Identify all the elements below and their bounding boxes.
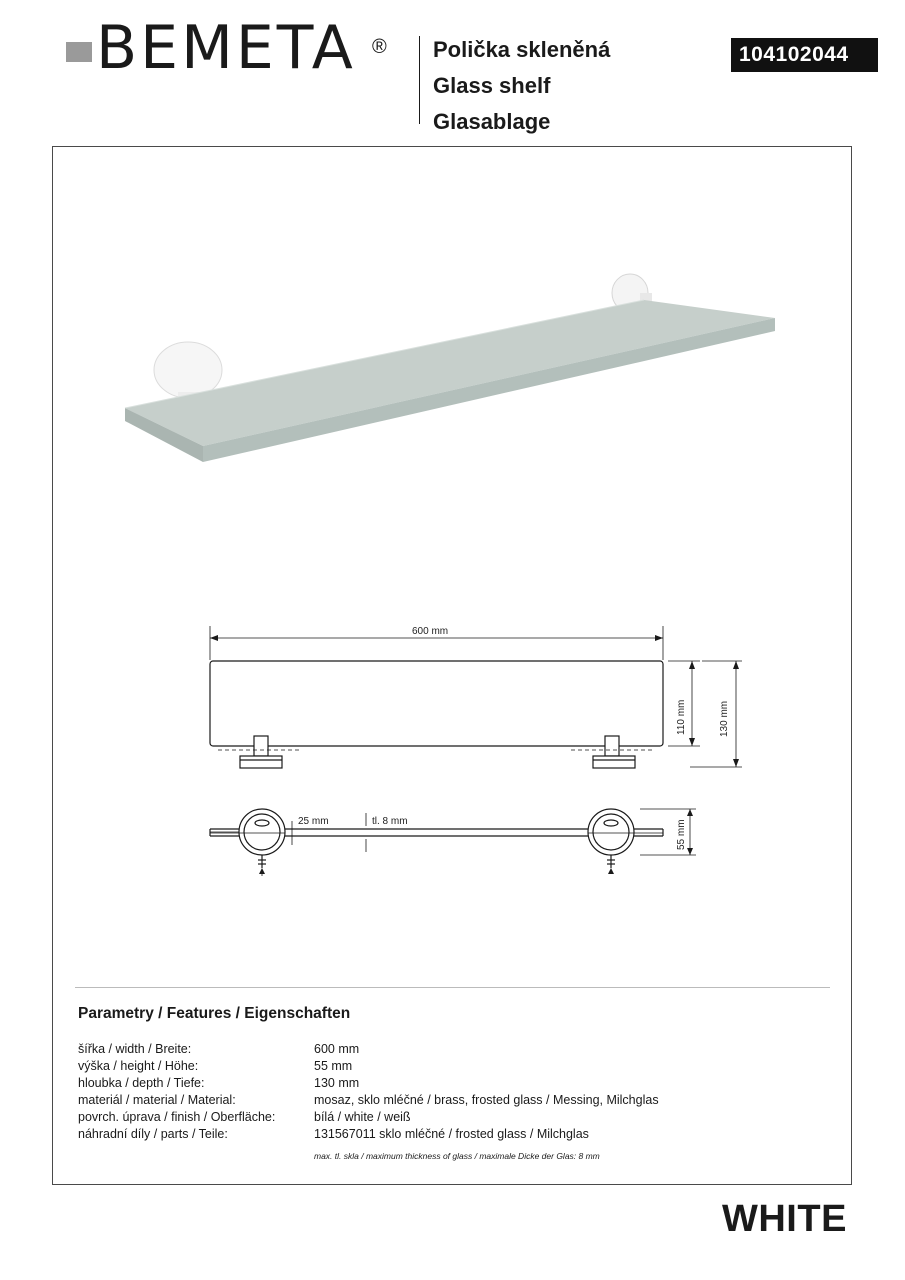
top-view xyxy=(210,809,696,876)
features-divider xyxy=(75,987,830,988)
feature-label: šířka / width / Breite: xyxy=(78,1042,192,1056)
features-table xyxy=(78,1042,659,1144)
dim-height-glass-label: 110 mm xyxy=(676,699,687,735)
feature-value: bílá / white / weiß xyxy=(314,1110,411,1124)
front-view xyxy=(210,626,742,768)
dim-depth-label: 55 mm xyxy=(676,819,687,850)
feature-label: výška / height / Höhe: xyxy=(78,1059,199,1073)
features-title: Parametry / Features / Eigenschaften xyxy=(78,1005,351,1022)
feature-value: 131567011 sklo mléčné / frosted glass / Milchglas xyxy=(314,1127,589,1141)
table-row xyxy=(78,1042,659,1059)
glass-thickness-note: max. tl. skla / maximum thickness of glass / maximale Dicke der Glas: 8 mm xyxy=(314,1151,600,1161)
registered-mark: ® xyxy=(372,36,387,58)
table-row xyxy=(78,1059,659,1076)
table-row xyxy=(78,1110,659,1127)
feature-value: 130 mm xyxy=(314,1076,360,1090)
feature-label: hloubka / depth / Tiefe: xyxy=(78,1076,205,1090)
product-code: 104102044 xyxy=(731,38,878,72)
title-cz: Polička skleněná xyxy=(433,37,611,62)
dim-height-total-label: 130 mm xyxy=(719,700,730,737)
feature-value: 600 mm xyxy=(314,1042,360,1056)
dim-thickness-label: tl. 8 mm xyxy=(372,816,408,827)
feature-label: náhradní díly / parts / Teile: xyxy=(78,1127,228,1141)
dim-width-label: 600 mm xyxy=(412,626,449,637)
table-row xyxy=(78,1076,659,1093)
table-row xyxy=(78,1127,659,1144)
table-row xyxy=(78,1093,659,1110)
feature-label: materiál / material / Material: xyxy=(78,1093,236,1107)
feature-value: 55 mm xyxy=(314,1059,353,1073)
brand-logo: BEMETA xyxy=(96,13,356,83)
title-de: Glasablage xyxy=(433,109,551,134)
feature-label: povrch. úprava / finish / Oberfläche: xyxy=(78,1110,276,1124)
finish-label: WHITE xyxy=(722,1198,847,1240)
title-en: Glass shelf xyxy=(433,73,551,98)
product-render xyxy=(125,274,775,462)
dim-bracket-label: 25 mm xyxy=(298,816,329,827)
feature-value: mosaz, sklo mléčné / brass, frosted glass / Messing, Milchglas xyxy=(314,1093,659,1107)
